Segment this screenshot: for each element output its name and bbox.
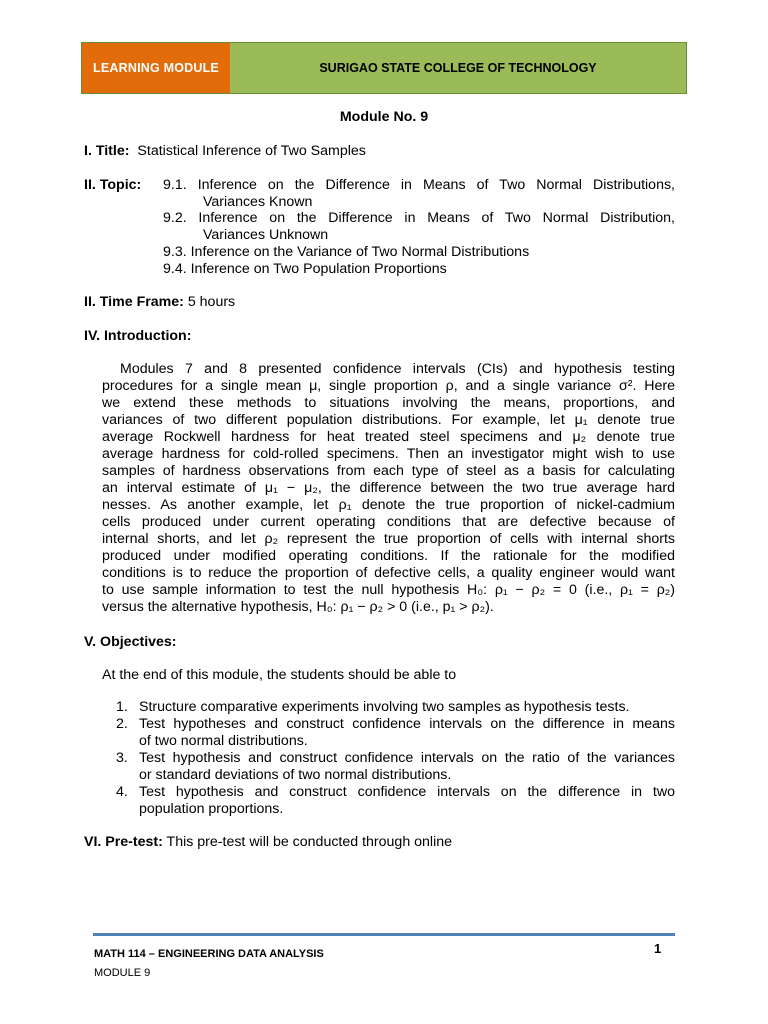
topic-item-3: 9.3. Inference on the Variance of Two Normal Distributions — [163, 244, 530, 260]
intro-line: an interval estimate of μ₁ − μ₂, the difference between the two true average hard — [102, 480, 675, 496]
objective-text: of two normal distributions. — [139, 733, 308, 749]
footer-course: MATH 114 – ENGINEERING DATA ANALYSIS — [94, 948, 324, 960]
page-number: 1 — [654, 941, 662, 956]
objectives-intro: At the end of this module, the students should be able to — [102, 667, 457, 683]
introduction-label: IV. Introduction: — [84, 328, 192, 344]
objective-number: 1. — [116, 699, 128, 715]
intro-line: average Rockwell hardness for heat treated steel specimens and μ₂ denote true — [102, 429, 675, 445]
objective-text: Test hypothesis and construct confidence intervals on the difference in two — [139, 784, 675, 800]
footer-divider — [93, 933, 675, 936]
college-name-label: SURIGAO STATE COLLEGE OF TECHNOLOGY — [230, 43, 686, 93]
objective-number: 3. — [116, 750, 128, 766]
time-frame-row — [84, 294, 235, 311]
intro-line: variances of two different population distributions. For example, let μ₁ denote true — [102, 412, 675, 428]
topic-item-4: 9.4. Inference on Two Population Proportions — [163, 261, 447, 277]
learning-module-label: LEARNING MODULE — [82, 43, 230, 93]
topic-item-2 — [163, 210, 675, 227]
objective-text: Test hypothesis and construct confidence intervals on the ratio of the variances — [139, 750, 675, 766]
title-row — [84, 143, 366, 160]
objective-item — [116, 716, 675, 750]
time-frame-label: II. Time Frame: — [84, 294, 184, 310]
topic-item-text: Variances Known — [203, 194, 313, 210]
intro-line: average hardness for cold-rolled specimens. Then an investigator might wish to use — [102, 446, 675, 462]
intro-line: we extend these methods to situations involving the means, proportions, and — [102, 395, 675, 411]
pretest-label: VI. Pre-test: — [84, 834, 163, 850]
introduction-paragraph — [102, 361, 675, 616]
intro-line: internal shorts, and let ρ₂ represent the true proportion of cells with internal shorts — [102, 531, 675, 547]
title-value: Statistical Inference of Two Samples — [137, 143, 366, 159]
intro-line: conditions is to reduce the proportion of defective cells, a quality engineer would want — [102, 565, 675, 581]
objective-text: population proportions. — [139, 801, 284, 817]
intro-line: versus the alternative hypothesis, H₀: ρ₁ − ρ₂ > 0 (i.e., p₁ > ρ₂). — [102, 599, 494, 615]
objective-item — [116, 784, 675, 818]
topic-item-text: 9.1. Inference on the Difference in Means of Two Normal Distributions, — [163, 177, 675, 193]
objectives-list — [116, 699, 675, 818]
topic-label: II. Topic: — [84, 177, 142, 193]
objectives-label: V. Objectives: — [84, 634, 177, 650]
intro-line: cells produced under current operating conditions that are defective because of — [102, 514, 675, 530]
topic-item-1 — [163, 177, 675, 194]
header-banner — [81, 42, 687, 94]
objective-item — [116, 699, 675, 716]
intro-line: procedures for a single mean μ, single proportion ρ, and a single variance σ². Here — [102, 378, 675, 394]
footer-module: MODULE 9 — [94, 967, 151, 979]
objective-text: Structure comparative experiments involving two samples as hypothesis tests. — [139, 699, 630, 715]
objective-number: 2. — [116, 716, 128, 732]
objective-text: Test hypotheses and construct confidence intervals on the difference in means — [139, 716, 675, 732]
intro-line: Modules 7 and 8 presented confidence intervals (CIs) and hypothesis testing — [120, 361, 675, 377]
intro-line: nesses. As another example, let ρ₁ denote the true proportion of nickel-cadmium — [102, 497, 675, 513]
topic-item-text: Variances Unknown — [203, 227, 329, 243]
objective-item — [116, 750, 675, 784]
pretest-value: This pre-test will be conducted through online — [166, 834, 453, 850]
title-label: I. Title: — [84, 143, 130, 159]
module-heading: Module No. 9 — [339, 109, 429, 125]
intro-line: to use sample information to test the null hypothesis H₀: ρ₁ − ρ₂ = 0 (i.e., ρ₁ = ρ₂) — [102, 582, 675, 598]
intro-line: produced under modified operating conditions. If the rationale for the modified — [102, 548, 675, 564]
pretest-row — [84, 834, 452, 851]
objective-text: or standard deviations of two normal distributions. — [139, 767, 452, 783]
intro-line: samples of hardness observations from each type of steel as a basis for calculating — [102, 463, 675, 479]
objective-number: 4. — [116, 784, 128, 800]
topic-item-text: 9.2. Inference on the Difference in Means of Two Normal Distribution, — [163, 210, 675, 226]
time-frame-value: 5 hours — [187, 294, 236, 310]
